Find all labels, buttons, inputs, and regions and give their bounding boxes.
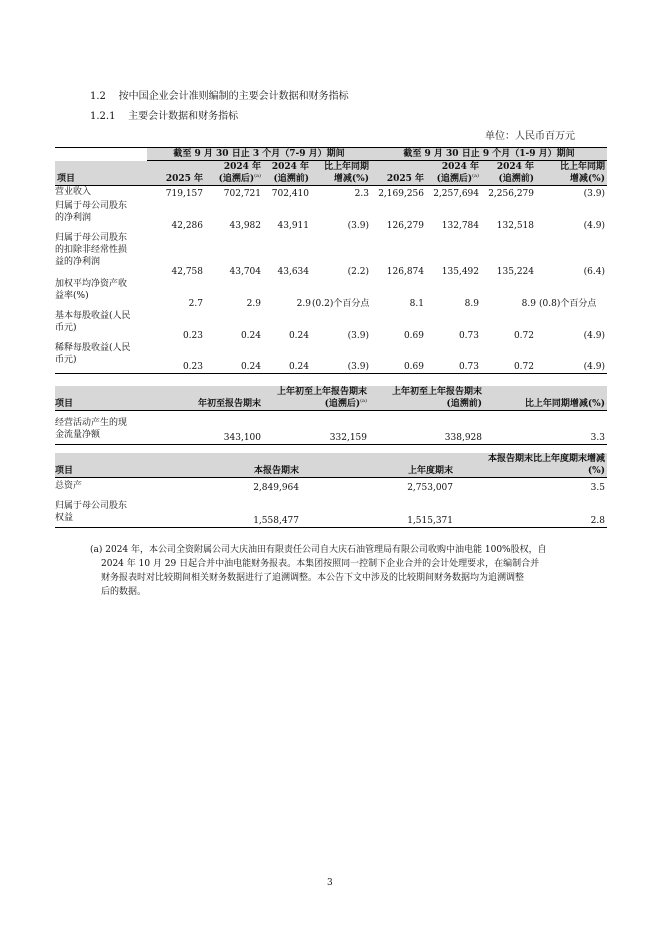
footnote-line: 财务报表时对比较期间相关财务数据进行了追溯调整。本公告下文中涉及的比较期间财务数据均为追溯调整 [101, 573, 525, 583]
table-row [55, 232, 607, 278]
cell: (0.2)个百分点 [312, 298, 370, 309]
cell: (3.9) [347, 220, 369, 231]
cell: 2.9 [296, 298, 311, 309]
cell: 2,256,279 [488, 188, 534, 199]
cell: 702,410 [271, 188, 309, 199]
cell: 135,492 [441, 266, 479, 277]
cell: 2.7 [188, 298, 203, 309]
group-header-9m: 截至 9 月 30 日止 9 个月（1-9 月）期间 [371, 148, 607, 161]
row-label: 归属于母公司股东的扣除非经常性损益的净利润 [55, 232, 128, 267]
cell: 332,159 [329, 433, 367, 443]
cell: 0.73 [458, 362, 479, 372]
table-row [55, 494, 607, 528]
cell: (4.9) [583, 220, 605, 231]
col-header-period-end: 本报告期末 [147, 453, 301, 478]
cell: 126,874 [386, 266, 424, 277]
col-header-ytd: 年初至报告期末 [147, 386, 263, 411]
table-row [55, 342, 607, 374]
cell: 702,721 [223, 188, 261, 199]
cell: 0.73 [458, 330, 479, 341]
row-label: 经营活动产生的现金流量净额 [55, 418, 128, 440]
col-header-change: 本报告期末比上年度期末增减 (%) [455, 453, 607, 478]
cell: 338,928 [444, 433, 482, 443]
cell: 0.69 [403, 330, 424, 341]
cell: 132,518 [496, 220, 534, 231]
cell: 8.9 [464, 298, 479, 309]
subsection-title: 主要会计数据和财务指标 [128, 111, 239, 122]
cell: 3.3 [590, 433, 605, 443]
cell: 43,982 [229, 220, 261, 231]
col-header-item: 项目 [55, 386, 147, 411]
row-label: 基本每股收益(人民币元) [55, 310, 131, 333]
cell: (4.9) [583, 330, 605, 341]
cell: 2.8 [590, 516, 605, 526]
table-row [55, 200, 607, 232]
row-label: 营业收入 [55, 187, 92, 197]
col-header-2025: 2025 年 [371, 161, 426, 186]
cell: 1,515,371 [407, 516, 453, 526]
cell: 43,911 [277, 220, 309, 231]
col-header-2024-original: 2024 年 (追溯前) [481, 161, 536, 186]
row-label: 总资产 [55, 481, 83, 491]
section-heading-2 [90, 110, 238, 123]
table-row [55, 310, 607, 342]
col-header-item: 项目 [55, 453, 147, 478]
cell: 2,753,007 [407, 482, 453, 493]
cell: 43,634 [277, 266, 309, 277]
table-row [55, 411, 607, 445]
cell: 132,784 [441, 220, 479, 231]
col-header-2025: 2025 年 [147, 161, 205, 186]
footnote-line: 后的数据。 [101, 587, 147, 597]
unit-label: 单位：人民币百万元 [485, 131, 575, 142]
row-label: 归属于母公司股东权益 [55, 500, 128, 523]
subsection-number: 1.2.1 [90, 111, 116, 122]
cell: (3.9) [347, 362, 369, 372]
cashflow-table [55, 386, 607, 445]
table-row [55, 478, 607, 494]
cell: 2,169,256 [378, 188, 424, 199]
cell: 343,100 [223, 433, 261, 443]
cell: 2.3 [354, 188, 369, 199]
cell: 43,704 [229, 266, 261, 277]
cell: 0.24 [288, 362, 309, 372]
row-label: 加权平均净资产收益率(%) [55, 278, 128, 301]
cell: (6.4) [583, 266, 605, 277]
cell: 3.5 [590, 482, 605, 493]
page-number: 3 [327, 878, 333, 888]
cell: 42,286 [171, 220, 203, 231]
cell: 1,558,477 [253, 516, 299, 526]
balance-table [55, 453, 607, 528]
group-header-q3: 截至 9 月 30 日止 3 个月（7-9 月）期间 [147, 148, 371, 161]
main-financial-table [55, 147, 607, 374]
footnote-line: (a) 2024 年，本公司全资附属公司大庆油田有限责任公司自大庆石油管理局有限公司收购中油电能 100%股权，自 [90, 545, 547, 555]
col-header-2024-restated: 2024 年 (追溯后)$^{(a)}$ [426, 161, 481, 186]
footnote [90, 543, 590, 599]
cell: 8.1 [409, 298, 424, 309]
cell: 0.69 [403, 362, 424, 372]
cell: 135,224 [496, 266, 534, 277]
section-title: 按中国企业会计准则编制的主要会计数据和财务指标 [118, 91, 349, 102]
cell: 0.24 [240, 330, 261, 341]
col-header-2024-restated: 2024 年 (追溯后)$^{(a)}$ [205, 161, 263, 186]
cell: (3.9) [583, 188, 605, 199]
cell: 0.23 [182, 330, 203, 341]
col-header-prev-original: 上年初至上年报告期末 (追溯前) [369, 386, 484, 411]
col-header-change: 比上年同期 增减(%) [536, 161, 607, 186]
cell: 0.24 [240, 362, 261, 372]
row-label: 归属于母公司股东的净利润 [55, 200, 128, 223]
section-number: 1.2 [90, 91, 106, 102]
table-row [55, 278, 607, 310]
cell: 2,257,694 [433, 188, 479, 199]
col-header-change: 比上年同期 增减(%) [311, 161, 371, 186]
footnote-line: 2024 年 10 月 29 日起合并中油电能财务报表。本集团按照同一控制下企业合并的会计处理要求，在编制合并 [101, 559, 540, 569]
cell: 0.23 [182, 362, 203, 372]
section-heading-1 [90, 90, 349, 103]
col-header-item: 项目 [55, 161, 147, 186]
col-header-change: 比上年同期增减(%) [484, 386, 607, 411]
row-label: 稀释每股收益(人民币元) [55, 342, 131, 365]
cell: (3.9) [347, 330, 369, 341]
cell: 2.9 [246, 298, 261, 309]
cell: (2.2) [347, 266, 369, 277]
cell: 42,758 [171, 266, 203, 277]
cell: (0.8)个百分点 [539, 298, 597, 309]
cell: 0.72 [513, 330, 534, 341]
cell: 126,279 [386, 220, 424, 231]
cell: 0.24 [288, 330, 309, 341]
cell: 0.72 [513, 362, 534, 372]
cell: 8.9 [521, 298, 536, 309]
col-header-prev-restated: 上年初至上年报告期末 (追溯后)$^{(a)}$ [263, 386, 369, 411]
col-header-2024-original: 2024 年 (追溯前) [263, 161, 311, 186]
cell: (4.9) [583, 362, 605, 372]
table-row [55, 186, 607, 200]
col-header-prev-year-end: 上年度期末 [301, 453, 455, 478]
cell: 719,157 [165, 188, 203, 199]
cell: 2,849,964 [253, 482, 299, 493]
